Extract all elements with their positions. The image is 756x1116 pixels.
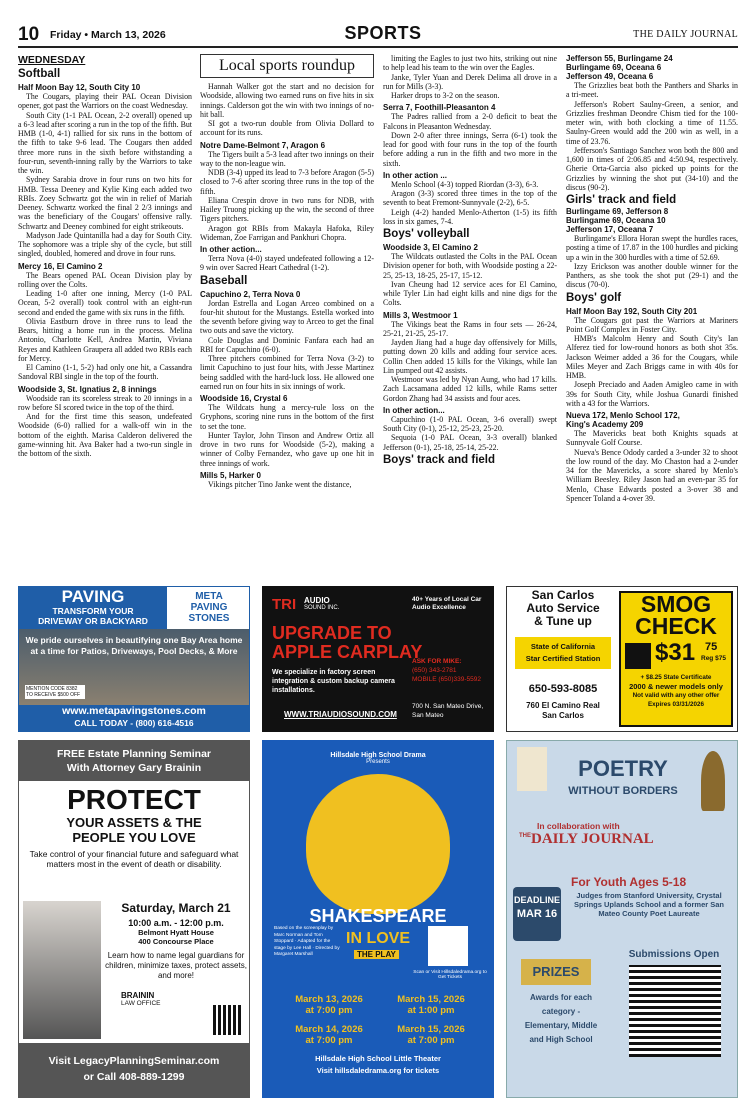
paragraph: Down 2-0 after three innings, Serra (6-1) took the lead for good with four runs in the top of the fourth before adding a run in the fifth and two more in the sixth. (383, 130, 557, 168)
section-title: SPORTS (344, 23, 422, 43)
ad-shakespeare[interactable] (262, 740, 494, 1098)
paper-name: THE DAILY JOURNAL (633, 29, 738, 40)
ad-smog-check[interactable] (506, 586, 738, 732)
paragraph: Burlingame's Ellora Horan swept the hurdles races, posting a time of 17.87 in the 100 hurdles and picking up a win in the 300 hurdles with a time of 52.69. (566, 234, 738, 262)
ad-body: Take control of your financial future and safeguard what matters most in the event of death or disability. (29, 849, 239, 869)
ad-body: We specialize in factory screen integration & custom backup camera installations. (272, 669, 395, 694)
ad-body: We pride ourselves in beautifying one Bay Area home at a time for Patios, Driveways, Pool Decks, & More (25, 635, 243, 656)
paragraph: And for the first time this season, undefeated Woodside (6-0) rallied for a walk-off win in the bottom of the eighth. Marisa Calderon delivered the game-winning hit. Ava Baker had a two-run single in the bottom of the sixth. (18, 412, 192, 458)
presenter: Hillsdale High School Drama (330, 752, 426, 759)
paragraph: Sequoia (1-0 PAL Ocean, 3-3 overall) blanked Jefferson (0-1), 25-18, 25-14, 25-22. (383, 433, 557, 452)
headline: Woodside 16, Crystal 6 (200, 394, 288, 403)
presents: Presents (366, 759, 390, 765)
cert-line: Star Certified Station (525, 654, 601, 663)
ad-phone[interactable]: CALL TODAY - (800) 616-4516 (74, 718, 194, 728)
valid-line: Not valid with any other offer (632, 692, 720, 699)
headline: Notre Dame-Belmont 7, Aragon 6 (200, 140, 326, 150)
paragraph: Westmoor was led by Nyan Aung, who had 17 kills. Zach Lacsamana added 12 kills, while Rams setter Gordon Zhang had 34 assists and four aces. (383, 375, 557, 403)
play-title: IN LOVE (346, 930, 411, 947)
ad-meta-paving[interactable] (18, 586, 250, 732)
smog-title: SMOG (640, 591, 712, 617)
ad-headline: POETRY (578, 756, 668, 781)
paragraph: Vikings pitcher Tino Janke went the distance, (208, 479, 352, 489)
ad-headline: APPLE CARPLAY (272, 642, 423, 662)
headline: Half Moon Bay 192, South City 201 (566, 306, 698, 316)
headline: In other action ... (383, 170, 448, 180)
fee-line: + $8.25 State Certificate (640, 674, 712, 681)
column-1 (18, 54, 192, 574)
paragraph: Hannah Walker got the start and no decision for Woodside, allowing two earned runs on five hits in six innings. Calderson got the win with two innings of no-hit ball. (200, 82, 374, 119)
headline: Jefferson 49, Oceana 6 (566, 72, 654, 81)
paragraph: The Grizzlies beat both the Panthers and Sharks in a tri-meet. (566, 81, 738, 100)
show-date: March 13, 2026 (295, 994, 363, 1005)
section-softball: Softball (18, 68, 61, 80)
smog-price: $31 (655, 639, 696, 666)
headline: King's Academy 209 (566, 420, 644, 429)
quill-icon (701, 751, 725, 811)
paper-logo-prefix: THE (519, 833, 531, 839)
seminar-title: FREE Estate Planning Seminar (56, 748, 212, 760)
play-title: SHAKESPEARE (309, 906, 447, 926)
youth-ages: For Youth Ages 5-18 (571, 875, 687, 889)
ad-headline: PEOPLE YOU LOVE (72, 830, 196, 845)
ad-address (412, 702, 483, 720)
seminar-date: Saturday, March 21 (121, 901, 231, 915)
headline: Jefferson 55, Burlingame 24 (566, 54, 673, 63)
headline: Half Moon Bay 12, South City 10 (18, 83, 141, 92)
ad-estate-planning[interactable] (18, 740, 250, 1098)
paragraph: Jordan Estrella and Logan Arceo combined on a four-hit shutout for the Mustangs. Estella worked into the seventh before giving way to Arceo to get the final two outs and save the victory. (200, 298, 374, 336)
headline: Burlingame 69, Jefferson 8 (566, 207, 669, 216)
tri-logo-text: AUDIO (304, 596, 330, 605)
ask-label: ASK FOR MIKE: (412, 658, 462, 665)
headline: Woodside 3, El Camino 2 (383, 243, 478, 252)
cert-line: State of California (530, 642, 596, 651)
seminar-location: 400 Concourse Place (138, 937, 214, 946)
shop-name: San Carlos (531, 588, 595, 602)
qr-code-icon[interactable] (428, 926, 468, 966)
paragraph: Janke, Tyler Yuan and Derek Delima all drove in a run for Mills (3-3). (383, 72, 557, 91)
smog-title: CHECK (635, 613, 717, 639)
paragraph: Nueva's Bence Odody carded a 3-under 32 to shoot the low round of the day. Mo Chaston had a 2-under 34 for the Mavericks, a score shared by Menlo's William Beesley. Riley Jason had an even-par 35 for Menlo, Chase Edwards posted a 3-over 38 and Spencer Toland a 4-over 39. (566, 447, 738, 503)
show-date: March 15, 2026 (397, 994, 465, 1005)
submissions-open: Submissions Open (628, 949, 720, 960)
address-line: San Mateo (412, 712, 444, 719)
judges: Judges from Stanford University, Crystal Springs Uplands School and a former San Mateo County Poet Laureate (573, 891, 725, 918)
paragraph: South City (1-1 PAL Ocean, 2-2 overall) opened up a 6-3 lead after scoring a run in the top of the fifth. But HMB (1-0, 4-1) rallied for six runs in the bottom of the fifth to take 9-6 lead. The Cougars then added three more runs in the sixth before withstanding a four-run, seventh-inning rally by the Warriors to take the win. (18, 110, 192, 175)
show-time: at 7:00 pm (305, 1035, 353, 1046)
ad-poetry[interactable] (506, 740, 738, 1098)
paragraph: Capuchino (1-0 PAL Ocean, 3-6 overall) swept South City (0-1), 25-12, 25-23, 25-20. (383, 414, 557, 433)
paragraph: Jayden Jiang had a huge day offensively for Mills, putting down 20 kills and adding four service aces. Collin Chen added 15 kills for the Vikings, while Ian Lin pumped out 42 assists. (383, 338, 557, 375)
show-time: at 1:00 pm (407, 1005, 455, 1016)
logo-text: STONES (188, 613, 230, 624)
paragraph: Sydney Sarabia drove in four runs on two hits for HMB. Tessa Deeney and Kylie King each added two RBIs. Zoey Schwartz got the win in relief of Mariah Deeney. Schwartz worked the final 2 2/3 innings and was the beneficiary of the Cougars' offensive rally. Schwartz and Deeney combined for eight strikeouts. (18, 175, 192, 231)
ad-url[interactable]: Visit hillsdaledrama.org for tickets (316, 1066, 440, 1075)
section-baseball: Baseball (200, 274, 248, 287)
ad-url[interactable]: www.metapavingstones.com (62, 705, 206, 717)
headline: Mills 5, Harker 0 (200, 470, 261, 480)
paper-logo: DAILY JOURNAL (531, 831, 654, 847)
paragraph: Olivia Eastburn drove in three runs to lead the Bears, hitting a home run in the process. Melina Antonio, Charlotte Kell, Andrea Martin, Viviana Reyes and Kathleen Graupera all added two RBIs each for Mercy. (18, 316, 192, 363)
seminar-time: 10:00 a.m. - 12:00 p.m. (128, 918, 224, 928)
paragraph: Harker drops to 3-2 on the season. (391, 91, 500, 100)
scan-note: Scan or Visit Hillsdaledrama.org to Get Tickets (413, 970, 487, 980)
meta-logo (171, 591, 247, 627)
page-header (18, 24, 738, 48)
heart-mask-icon (306, 774, 450, 914)
address-line: San Carlos (542, 711, 584, 720)
shop-name: Auto Service (526, 601, 600, 615)
prizes-label: PRIZES (521, 959, 591, 985)
ad-url[interactable]: WWW.TRIAUDIOSOUND.COM (284, 710, 397, 719)
tri-logo-text: SOUND INC. (304, 605, 340, 611)
address-line: 760 El Camino Real (526, 701, 600, 710)
section-girls-track: Girls' track and field (566, 194, 677, 206)
paragraph: Jefferson's Robert Saulny-Green, a senior, and Grizzlies freshman Deondre Chism tied for the 100-meter win, with both clocking a time of 11.55. Saulny-Green would add the 200 win as well, in a time of 23.76. (566, 99, 738, 146)
headline: In other action... (383, 405, 445, 415)
column-4 (566, 54, 738, 574)
column-3 (383, 54, 557, 574)
ad-body: Learn how to name legal guardians for children, minimize taxes, protect assets, and more! (105, 951, 247, 980)
paragraph: The Tigers built a 5-3 lead after two innings on their way to the non-league win. (200, 149, 374, 168)
tri-logo: TRI (272, 596, 297, 613)
awards: Awards for each category - Elementary, Middle and High School (524, 993, 598, 1044)
section-golf: Boys' golf (566, 291, 622, 304)
shop-name: & Tune up (534, 614, 592, 628)
seminar-location: Belmont Hyatt House (138, 928, 214, 937)
show-date: March 15, 2026 (397, 1024, 465, 1035)
paragraph: SI got a two-run double from Olivia Dollard to account for its runs. (200, 119, 374, 138)
address-line: 700 N. San Mateo Drive, (412, 703, 484, 710)
expiry-line: Expires 03/31/2026 (647, 701, 705, 708)
logo-text: META (195, 591, 223, 602)
smog-cents: 75 (705, 641, 718, 653)
seminar-title: With Attorney Gary Brainin (66, 762, 202, 774)
paragraph: Izzy Erickson was another double winner for the Panthers, as she took the shot put (29-1) and the discus (70-0). (566, 261, 738, 290)
play-subtitle: THE PLAY (354, 950, 399, 959)
paragraph: Terra Nova (4-0) stayed undefeated following a 12-9 win over Sacred Heart Cathedral (1-2). (200, 254, 374, 273)
paragraph: limiting the Eagles to just two hits, striking out nine to help lead his team to the win over the Eagles. (383, 54, 557, 73)
headline: Capuchino 2, Terra Nova 0 (200, 289, 301, 299)
paragraph: Leading 1-0 after one inning, Mercy (1-0 PAL Ocean, 5-2 overall) took control with an eight-run second and ended the game with six runs in the fifth. (18, 289, 192, 317)
ad-phone[interactable]: 650-593-8085 (528, 683, 598, 695)
paragraph: The Mavericks beat both Knights squads at Sunnyvale Golf Course. (566, 429, 738, 448)
show-time: at 7:00 pm (407, 1035, 455, 1046)
headline: Jefferson 17, Oceana 7 (566, 225, 654, 234)
deadline-date: MAR 16 (516, 908, 558, 920)
ad-headline: WITHOUT BORDERS (568, 785, 678, 797)
show-time: at 7:00 pm (305, 1005, 353, 1016)
ad-phone[interactable]: or Call 408-889-1299 (83, 1071, 185, 1083)
firm-name: LAW OFFICE (121, 1000, 161, 1007)
credits: Based on the screenplay by Marc Norman and Tom Stoppard · Adapted for the stage by Lee Hall · Directed by Margaret Marshall (274, 926, 340, 957)
logo-text: PAVING (190, 602, 228, 613)
ad-subtitle: DRIVEWAY OR BACKYARD (38, 616, 148, 626)
paragraph: Woodside ran its scoreless streak to 20 innings in a row before SI scored twice in the top of the third. (18, 393, 192, 412)
paragraph: The Bears opened PAL Ocean Division play by rolling over the Colts. (18, 270, 192, 289)
paragraph: The Wildcats hung a mercy-rule loss on the Gryphons, scoring nine runs in the bottom of the first to set the tone. (200, 403, 374, 431)
paragraph: Ivan Cheung had 12 service aces for El Camino, while Tyler Lin had eight kills and nine digs for the Colts. (383, 279, 557, 308)
paragraph: Aragon (3-3) scored three times in the top of the seventh to beat Fremont-Sunnyvale (2-2), 6-5. (383, 189, 557, 208)
headline: Burlingame 69, Oceana 6 (566, 63, 662, 72)
ad-headline: PROTECT (67, 784, 201, 815)
section-volleyball: Boys' volleyball (383, 228, 470, 240)
section-track: Boys' track and field (383, 453, 496, 466)
models-line: 2000 & newer models only (629, 682, 723, 691)
headline: Mercy 16, El Camino 2 (18, 261, 103, 271)
paragraph: The Cougars, playing their PAL Ocean Division opener, got past the Warriors on the coast Wednesday. (18, 92, 192, 111)
scroll-icon (517, 747, 547, 791)
headline: Woodside 3, St. Ignatius 2, 8 innings (18, 384, 157, 394)
paragraph: NDB (3-4) upped its lead to 7-3 before Aragon (5-5) closed to 7-6 after scoring three runs in the top of the fifth. (200, 168, 374, 196)
paragraph: Madyson Jade Quintanilla had a day for South City. The sophomore was a triple shy of the cycle, but still singled, doubled, homered and drove in four runs. (18, 230, 192, 259)
paragraph: Cole Douglas and Dominic Fanfara each had an RBI for Capuchino (6-0). (200, 335, 374, 354)
attorney-photo (23, 901, 101, 1039)
qr-code-icon[interactable] (629, 965, 721, 1057)
deadline-label: DEADLINE (513, 895, 560, 905)
paragraph: Joseph Preciado and Aaden Amigleo came in with 39s for South City, while Joshua Gunardi finished with a 43 for the Warriors. (566, 380, 738, 408)
paragraph: Hunter Taylor, John Tinson and Andrew Ortiz all drove in two runs for Woodside (5-2), making a winner of Colby Fernandez, who gave up one hit in three innings of work. (200, 430, 374, 468)
headline: In other action... (200, 245, 262, 254)
ad-headline: UPGRADE TO (272, 623, 392, 643)
paragraph: HMB's Malcolm Henry and South City's Ian Alferez tied for low-round honors as both shot 35s. Jackson Weimer added a 36 for the Cougars, while Miles Meyer and Zach Briggs came in with 40s for HMB. (566, 334, 738, 380)
day-label: WEDNESDAY (18, 54, 86, 66)
paragraph: Three pitchers combined for Terra Nova (3-2) to limit Capuchino to just four hits, with Jesse Martinez being saddled with the hard-luck loss. He allowed one earned run on four hits in six innings of work. (200, 354, 374, 391)
paragraph: Aragon got RBIs from Makayla Hafoka, Riley Wideman, Zoe Farrigan and Pankhuri Chopra. (200, 223, 374, 242)
headline: Mills 3, Westmoor 1 (383, 310, 458, 320)
paragraph: Menlo School (4-3) topped Riordan (3-3), 6-3. (391, 179, 539, 189)
qr-code-icon[interactable] (213, 1005, 243, 1035)
collab-label: In collaboration with (537, 821, 620, 831)
headline: Nueva 172, Menlo School 172, (566, 411, 680, 420)
roundup-title: Local sports roundup (200, 54, 374, 78)
ad-years: 40+ Years of Local Car Audio Excellence (412, 596, 482, 611)
issue-date: Friday • March 13, 2026 (50, 29, 166, 41)
paragraph: The Padres rallied from a 2-0 deficit to beat the Falcons in Pleasanton Wednesday. (383, 112, 557, 131)
page-number: 10 (18, 24, 40, 45)
ad-subtitle: TRANSFORM YOUR (52, 606, 134, 616)
column-2 (200, 54, 374, 574)
cert-badge (625, 643, 651, 669)
paragraph: El Camino (1-1, 5-2) had only one hit, a Cassandra Sandoval RBI single in the top of the fourth. (18, 363, 192, 382)
paragraph: Jefferson's Santiago Sanchez won both the 800 and 1,600 in times of 2:06.85 and 4:50.94, respectively. Gherie Orta-Garcia also picked up points for the Grizzlies by winning the shot put (34-10) and the discus (90-2). (566, 145, 738, 192)
firm-name: BRAININ (121, 991, 155, 1000)
headline: Burlingame 69, Oceana 10 (566, 216, 666, 225)
ad-headline: YOUR ASSETS & THE (66, 815, 202, 830)
venue: Hillsdale High School Little Theater (315, 1054, 441, 1063)
ad-phone[interactable]: MOBILE (650)339-5592 (412, 676, 482, 683)
paragraph: Leigh (4-2) handed Menlo-Atherton (1-5) its fifth loss in six games, 7-4. (383, 207, 557, 226)
paragraph: The Vikings beat the Rams in four sets — 26-24, 25-21, 21-25, 25-17. (383, 319, 557, 338)
promo-code: MENTION CODE 8382 TO RECEIVE $500 OFF (25, 685, 85, 699)
ad-phone[interactable]: (650) 343-2781 (412, 667, 457, 674)
paragraph: The Cougars got past the Warriors at Mariners Point Golf Complex in Foster City. (566, 315, 738, 334)
ad-tri-audio[interactable] (262, 586, 494, 732)
paragraph: The Wildcats outlasted the Colts in the PAL Ocean Division opener for both, with Woodside posting a 22-25, 25-13, 18-25, 25-17, 15-12. (383, 252, 557, 280)
show-date: March 14, 2026 (295, 1024, 363, 1035)
reg-price: Reg $75 (701, 655, 726, 662)
headline: Serra 7, Foothill-Pleasanton 4 (383, 103, 496, 113)
ad-url[interactable]: Visit LegacyPlanningSeminar.com (48, 1055, 220, 1067)
ad-title: PAVING (61, 587, 125, 606)
paragraph: Eliana Crespin drove in two runs for NDB, with Hailey Truong picking up the win, the second of three Tigers pitchers. (200, 195, 374, 224)
